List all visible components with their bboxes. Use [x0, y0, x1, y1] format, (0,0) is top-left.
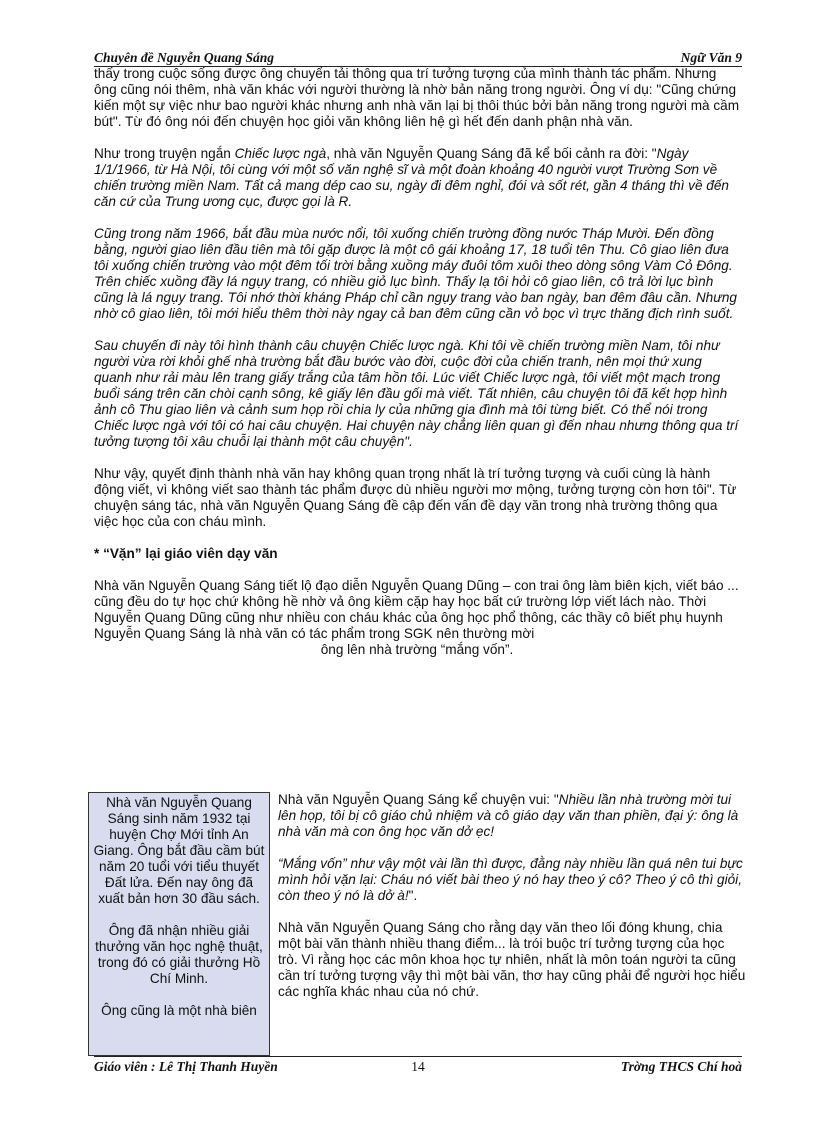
anecdote-column	[278, 792, 746, 1016]
paragraph-3: Cũng trong năm 1966, bắt đầu mùa nước nổi, tôi xuống chiến trường đồng nước Tháp Mười. Đến đồng bằng, người giao liên đầu tiên mà tôi gặp được là một cô gái khoảng 17, 18 tuổi tên Thu. Cô giao liên đưa tôi xuống chiến trường vào một đêm tối trời bằng xuồng máy đuôi tôm xuôi theo dòng sông Vàm Cỏ Đông. Trên chiếc xuồng đầy lá ngụy trang, có nhiều giỏ lục bình. Thấy lạ tôi hỏi cô giao liên, cô trả lời lục bình cũng là lá ngụy trang. Tôi nhớ thời kháng Pháp chỉ cần ngụy trang vào ban ngày, ban đêm đâu cần. Nhưng nhờ cô giao liên, tôi mới hiểu thêm thời này ngay cả ban đêm cũng cần vỏ bọc vì trực thăng địch rình suốt.	[94, 226, 737, 321]
sidebox-awards: Ông đã nhận nhiều giải thưởng văn học nghệ thuật, trong đó có giải thưởng Hồ Chí Minh.	[95, 923, 263, 986]
anecdote-3: Nhà văn Nguyễn Quang Sáng cho rằng dạy văn theo lối đóng khung, chia một bài văn thành nhiều thang điểm... là trói buộc trí tưởng tượng của học trò. Vì rằng học các môn khoa học tự nhiên, nhất là môn toán người ta cũng cần trí tưởng tượng vậy thì một bài văn, thơ hay cũng phải để người học hiểu các nghĩa khác nhau của nó chứ.	[278, 920, 746, 999]
paragraph-6: Nhà văn Nguyễn Quang Sáng tiết lộ đạo diễn Nguyễn Quang Dũng – con trai ông làm biên kịch, viết báo ... cũng đều do tự học chứ không hề nhờ vả ông kiềm cặp hay học bất cứ trường lớp viết lách nào. Thời Nguyễn Quang Dũng cũng như nhiều con cháu khác của ông học phổ thông, các thầy cô biết phụ huynh Nguyễn Quang Sáng là nhà văn có tác phẩm trong SGK nên thường mời	[94, 578, 739, 641]
footer-school: Trờng THCS Chí hoà	[620, 1059, 742, 1074]
paragraph-6-centered: ông lên nhà trường “mắng vốn”.	[320, 642, 514, 657]
header-subject: Ngữ Văn 9	[680, 50, 742, 65]
page-header	[94, 50, 742, 67]
paragraph-2-quote: Ngày 1/1/1966, từ Hà Nội, tôi cùng với một số văn nghệ sĩ và một đoàn khoảng 40 người vượt Trường Sơn về chiến trường miền Nam. Tất cả mang dép cao su, ngày đi đêm nghỉ, đói và sốt rét, gần 4 tháng thì về đến căn cứ của Trung ương cục, được gọi là R.	[94, 146, 729, 209]
sidebox-bio: Nhà văn Nguyễn Quang Sáng sinh năm 1932 tại huyện Chợ Mới tỉnh An Giang. Ông bắt đầu cầm bút năm 20 tuổi với tiểu thuyết Đất lửa. Đến nay ông đã xuất bản hơn 30 đầu sách.	[93, 795, 265, 906]
paragraph-2	[94, 146, 740, 210]
anecdote-1	[278, 792, 746, 840]
header-topic: Chuyên đề Nguyễn Quang Sáng	[94, 50, 275, 65]
document-body	[94, 66, 740, 658]
anecdote-2	[278, 856, 746, 904]
author-info-box	[88, 792, 270, 1056]
paragraph-2-lead: Như trong truyện ngắn	[94, 146, 235, 161]
anecdote-2-quote: “Mắng vốn” như vậy một vài lần thì được, đằng này nhiều lần quá nên tui bực mình hỏi vặn lại: Cháu nó viết bài theo ý nó hay theo ý cô? Theo ý cô thì giỏi, còn theo ý nó là dở à!	[278, 856, 743, 903]
anecdote-2-end: ".	[408, 888, 418, 903]
page-footer	[94, 1056, 742, 1077]
two-column-section	[88, 792, 748, 1056]
paragraph-2-mid: , nhà văn Nguyễn Quang Sáng đã kể bối cảnh ra đời: "	[326, 146, 657, 161]
story-title: Chiếc lược ngà	[234, 146, 327, 161]
section-heading: * “Vặn” lại giáo viên dạy văn	[94, 546, 278, 561]
paragraph-4: Sau chuyến đi này tôi hình thành câu chuyện Chiếc lược ngà. Khi tôi về chiến trường miền Nam, tôi như người vừa rời khỏi ghế nhà trường bắt đầu bước vào đời, cuộc đời của chiến tranh, nên mọi thứ xung quanh như rải màu lên trang giấy trắng của tâm hồn tôi. Lúc viết Chiếc lược ngà, tôi viết một mạch trong buổi sáng trên căn chòi cạnh sông, kê giấy lên đầu gối mà viết. Tất nhiên, câu chuyện tôi đã kết hợp hình ảnh cô Thu giao liên và cảnh sum họp rồi chia ly của những gia đình mà tôi từng biết. Có thể nói trong Chiếc lược ngà với tôi có hai câu chuyện. Hai chuyện này chẳng liên quan gì đến nhau nhưng thông qua trí tưởng tượng tôi xâu chuỗi lại thành một câu chuyện".	[94, 338, 739, 449]
paragraph-1: thấy trong cuộc sống được ông chuyển tải thông qua trí tưởng tượng của mình thành tác phẩm. Nhưng ông cũng nói thêm, nhà văn khác với người thường là nhờ bản năng trong người. Ông ví dụ: "Cũng chứng kiến một sự việc như bao người khác nhưng anh nhà văn lại bị thôi thúc bởi bản năng trong người mà cầm bút". Từ đó ông nói đến chuyện học giỏi văn không liên hệ gì hết đến danh phận nhà văn.	[94, 66, 740, 129]
paragraph-5: Như vậy, quyết định thành nhà văn hay không quan trọng nhất là trí tưởng tượng và cuối cùng là hành động viết, vì không viết sao thành tác phẩm được dù nhiều người mơ mộng, tưởng tượng còn hơn tôi". Từ chuyện sáng tác, nhà văn Nguyễn Quang Sáng đề cập đến vấn đề dạy văn trong nhà trường thông qua việc học của con cháu mình.	[94, 466, 737, 529]
sidebox-more: Ông cũng là một nhà biên	[101, 1003, 257, 1018]
anecdote-1-quote: Nhiều lần nhà trường mời tui lên họp, tôi bị cô giáo chủ nhiệm và cô giáo dạy văn than phiền, đại ý: ông là nhà văn mà con ông học văn dở ẹc!	[278, 792, 739, 839]
anecdote-1-lead: Nhà văn Nguyễn Quang Sáng kể chuyện vui: "	[278, 792, 559, 807]
footer-teacher: Giáo viên : Lê Thị Thanh Huyền	[94, 1059, 278, 1074]
page-number: 14	[411, 1059, 425, 1074]
